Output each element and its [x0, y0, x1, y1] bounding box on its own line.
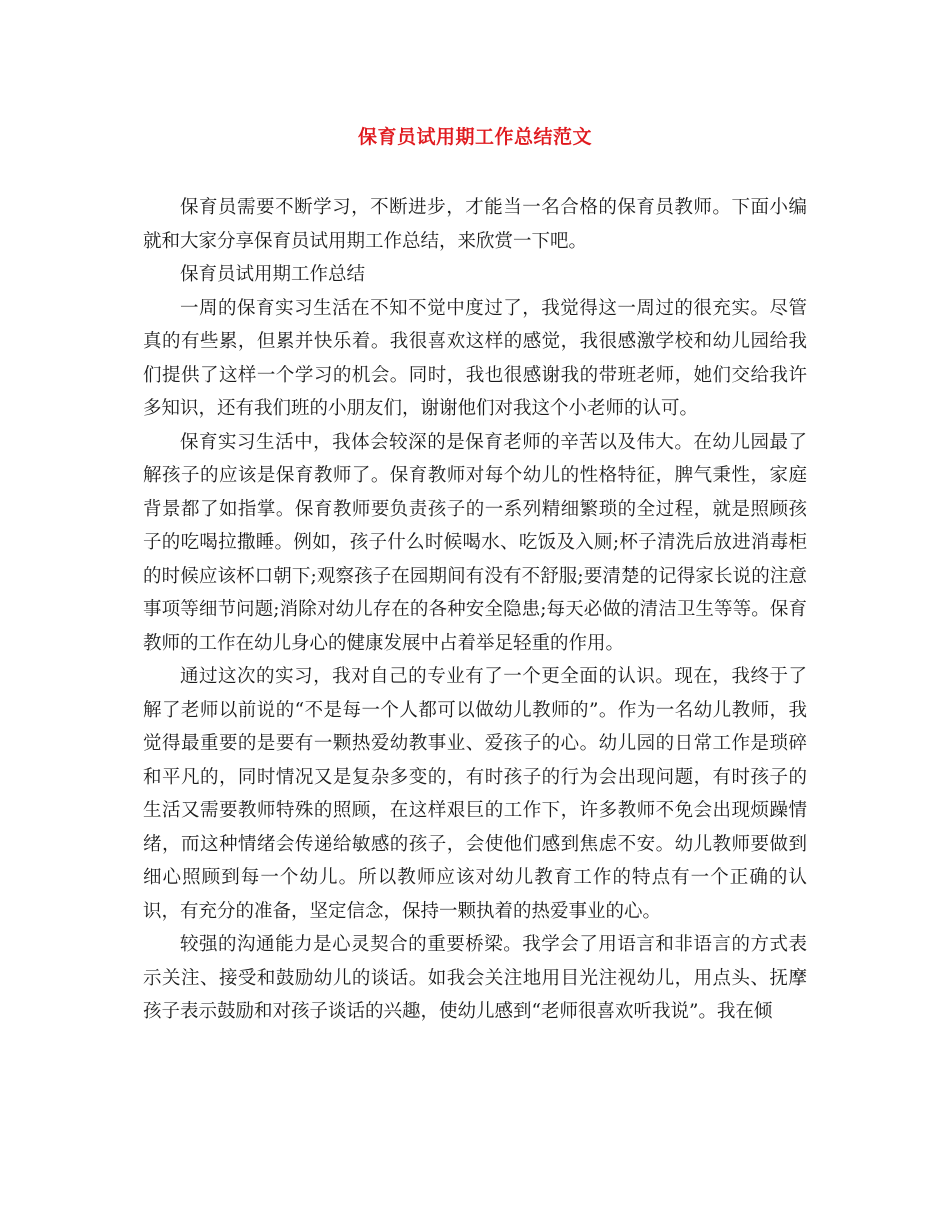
- body-paragraph-2: 保育实习生活中，我体会较深的是保育老师的辛苦以及伟大。在幼儿园最了解孩子的应该是保育教师了。保育教师对每个幼儿的性格特征，脾气秉性，家庭背景都了如指掌。保育教师要负责孩子的一系列精细繁琐的全过程，就是照顾孩子的吃喝拉撒睡。例如，孩子什么时候喝水、吃饭及入厕;杯子清洗后放进消毒柜的时候应该杯口朝下;观察孩子在园期间有没有不舒服;要清楚的记得家长说的注意事项等细节问题;消除对幼儿存在的各种安全隐患;每天必做的清洁卫生等等。保育教师的工作在幼儿身心的健康发展中占着举足轻重的作用。: [143, 431, 807, 654]
- document-body: [143, 191, 807, 1029]
- section-heading: 保育员试用期工作总结: [180, 264, 366, 285]
- body-paragraph-1: 一周的保育实习生活在不知不觉中度过了，我觉得这一周过的很充实。尽管真的有些累，但累并快乐着。我很喜欢这样的感觉，我很感激学校和幼儿园给我们提供了这样一个学习的机会。同时，我也很感谢我的带班老师，她们交给我许多知识，还有我们班的小朋友们，谢谢他们对我这个小老师的认可。: [143, 297, 807, 419]
- intro-paragraph: 保育员需要不断学习，不断进步，才能当一名合格的保育员教师。下面小编就和大家分享保育员试用期工作总结，来欣赏一下吧。: [143, 197, 807, 252]
- body-paragraph-4: 较强的沟通能力是心灵契合的重要桥梁。我学会了用语言和非语言的方式表示关注、接受和鼓励幼儿的谈话。如我会关注地用目光注视幼儿，用点头、抚摩孩子表示鼓励和对孩子谈话的兴趣，使幼儿感到“老师很喜欢听我说”。我在倾: [143, 934, 807, 1022]
- document-title: 保育员试用期工作总结范文: [357, 126, 592, 148]
- body-paragraph-3: 通过这次的实习，我对自己的专业有了一个更全面的认识。现在，我终于了解了老师以前说的“不是每一个人都可以做幼儿教师的”。作为一名幼儿教师，我觉得最重要的是要有一颗热爱幼教事业、爱孩子的心。幼儿园的日常工作是琐碎和平凡的，同时情况又是复杂多变的，有时孩子的行为会出现问题，有时孩子的生活又需要教师特殊的照顾，在这样艰巨的工作下，许多教师不免会出现烦躁情绪，而这种情绪会传递给敏感的孩子，会使他们感到焦虑不安。幼儿教师要做到细心照顾到每一个幼儿。所以教师应该对幼儿教育工作的特点有一个正确的认识，有充分的准备，坚定信念，保持一颗执着的热爱事业的心。: [143, 666, 807, 922]
